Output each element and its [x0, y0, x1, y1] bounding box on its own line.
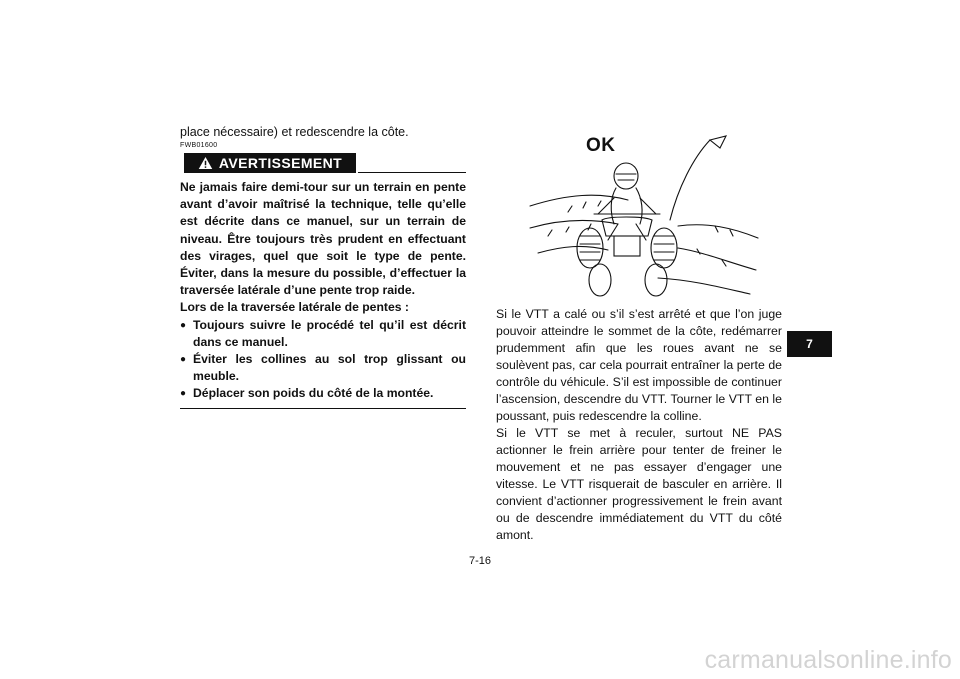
warning-label: AVERTISSEMENT	[218, 155, 343, 171]
warning-header-rule	[358, 172, 466, 173]
right-column	[496, 306, 782, 544]
warning-body	[180, 179, 466, 403]
intro-line: place nécessaire) et redescendre la côte.	[180, 125, 409, 139]
warning-code: FWB01600	[180, 142, 218, 149]
warning-end-rule	[180, 408, 466, 409]
bullet-icon: ●	[180, 388, 187, 400]
bullet-item	[180, 317, 466, 351]
bullet-icon: ●	[180, 319, 187, 331]
bullet-text: Éviter les collines au sol trop glissant ou meuble.	[193, 352, 466, 384]
bullet-icon: ●	[180, 354, 187, 366]
bullet-item	[180, 351, 466, 385]
bullet-item	[180, 385, 466, 402]
bullet-text: Toujours suivre le procédé tel qu’il est décrit dans ce manuel.	[193, 317, 466, 349]
bullet-text: Déplacer son poids du côté de la montée.	[193, 386, 434, 401]
warning-paragraph: Ne jamais faire demi-tour sur un terrain en pente avant d’avoir maîtrisé la technique, telle qu’elle est décrite dans ce manuel, sur un terrain de niveau. Être toujours très prudent en effectuant des virages, quel que soit le type de pente. Éviter, dans la mesure du possible, d’effectuer la traversée latérale d’une pente trop raide.	[180, 180, 466, 298]
left-column	[180, 124, 466, 409]
body-paragraph: Si le VTT se met à reculer, surtout NE PAS actionner le frein arrière pour tenter de freiner le mouvement et ne pas essayer d’engager une vitesse. Le VTT risquerait de basculer en arrière. Il convient d’actionner progressivement le frein avant ou de descendre immédiatement du VTT du côté amont.	[496, 426, 782, 542]
body-paragraph: Si le VTT a calé ou s’il s’est arrêté et que l’on juge pouvoir atteindre le sommet de la côte, redémarrer prudemment afin que les roues avant ne se soulèvent pas, car cela pourrait entraîner la perte de contrôle du véhicule. S’il est impossible de continuer l’ascension, descendre du VTT. Tourner le VTT en le poussant, puis redescendre la colline.	[496, 307, 782, 423]
watermark: carmanualsonline.info	[704, 646, 952, 674]
chapter-tab: 7	[787, 331, 832, 357]
atv-rider-illustration-icon	[528, 128, 760, 306]
warning-header	[180, 153, 466, 173]
illustration-ok-label: OK	[586, 135, 616, 156]
page-number: 7-16	[468, 555, 492, 567]
warning-triangle-icon	[198, 156, 213, 170]
list-heading: Lors de la traversée latérale de pentes :	[180, 300, 409, 315]
warning-badge	[184, 153, 356, 173]
